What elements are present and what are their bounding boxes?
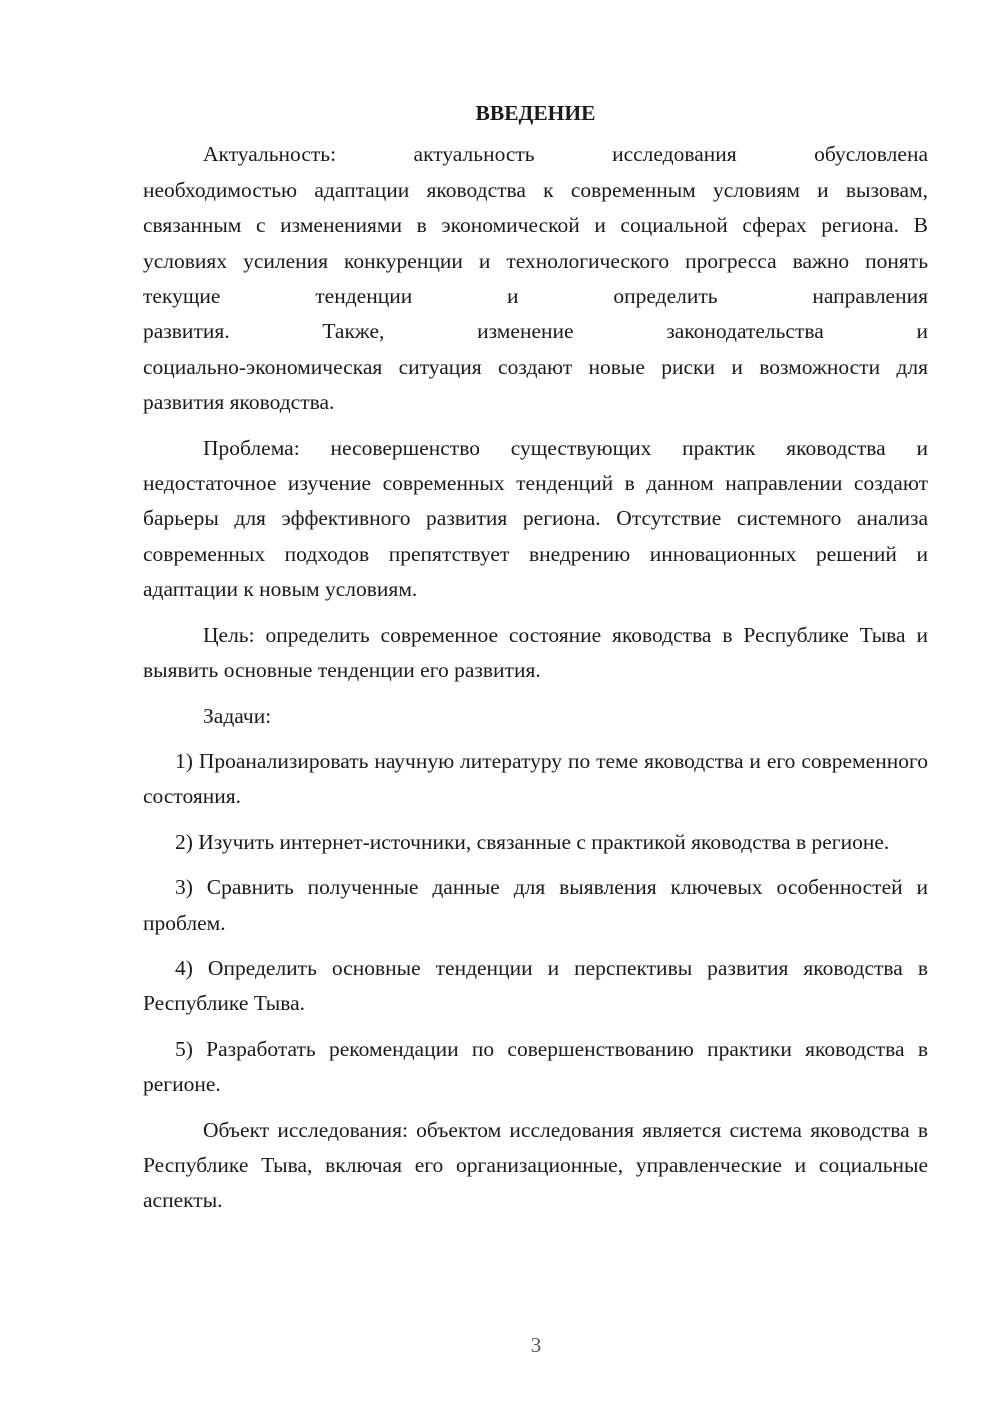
relevance-paragraph xyxy=(143,137,928,420)
task-item-3: 3) Сравнить полученные данные для выявления ключевых особенностей и проблем. xyxy=(143,875,928,935)
problem-paragraph: Проблема: несовершенство существующих практик яководства и недостаточное изучение современных тенденций в данном направлении создают барьеры для эффективного развития региона. Отсутствие системного анализа современных подходов препятствует внедрению инновационных решений и адаптации к новым условиям. xyxy=(143,435,928,602)
page-number: 3 xyxy=(530,1333,542,1357)
tasks-heading: Задачи: xyxy=(203,703,272,728)
task-item-4: 4) Определить основные тенденции и перспективы развития яководства в Республике Тыва. xyxy=(143,955,928,1016)
section-title: ВВЕДЕНИЕ xyxy=(475,101,596,125)
task-item-2: 2) Изучить интернет-источники, связанные с практикой яководства в регионе. xyxy=(175,829,890,854)
object-paragraph: Объект исследования: объектом исследования является система яководства в Республике Тыва, включая его организационные, управленческие и социальные аспекты. xyxy=(143,1117,928,1213)
task-item-5: 5) Разработать рекомендации по совершенствованию практики яководства в регионе. xyxy=(143,1036,928,1097)
relevance-line-2: необходимостью адаптации яководства к современным условиям и вызовам, связанным с изменениями в экономической и социальной сферах региона. В условиях усиления конкуренции и технологического прогресса важно понять текущие тенденции и определить направления xyxy=(143,177,928,309)
relevance-line-1: Актуальность: актуальность исследования обусловлена xyxy=(203,142,928,167)
relevance-line-4: социально-экономическая ситуация создают новые риски и возможности для развития яководства. xyxy=(143,354,928,415)
relevance-line-3: развития. Также, изменение законодательства и xyxy=(143,319,928,344)
document-page xyxy=(143,96,928,1229)
goal-paragraph: Цель: определить современное состояние яководства в Республике Тыва и выявить основные тенденции его развития. xyxy=(143,622,928,683)
task-item-1: 1) Проанализировать научную литературу по теме яководства и его современного состояния. xyxy=(143,748,928,809)
